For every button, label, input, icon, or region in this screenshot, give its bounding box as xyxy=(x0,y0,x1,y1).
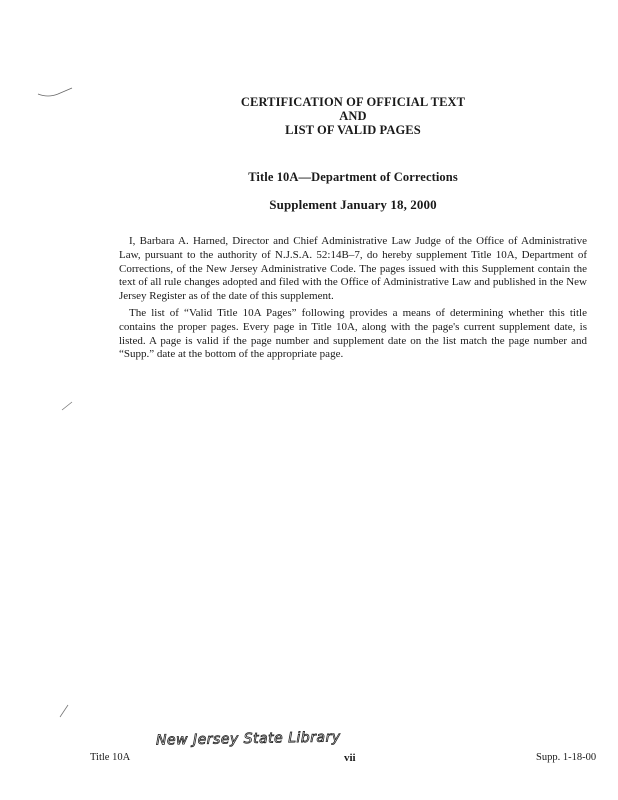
certification-heading: CERTIFICATION OF OFFICIAL TEXT xyxy=(240,95,466,109)
footer-supplement-date: Supp. 1-18-00 xyxy=(536,752,597,763)
certification-paragraph: I, Barbara A. Harned, Director and Chief Administrative Law Judge of the Office of Administrative Law, pursuant to the authority of N.J.S.A. 52:14B–7, do hereby supplement Title 10A, Department of Corrections, of the New Jersey Administrative Code. The pages issued with this Supplement contain the text of all rule changes adopted and filed with the Office of Administrative Law and published in the New Jersey Register as of the date of this supplement. xyxy=(119,235,587,303)
library-stamp: New Jersey State Library xyxy=(155,729,341,749)
title-heading: Title 10A—Department of Corrections xyxy=(248,170,458,184)
scan-mark xyxy=(60,400,76,412)
valid-pages-paragraph: The list of “Valid Title 10A Pages” following provides a means of determining whether this title contains the proper pages. Every page in Title 10A, along with the page's current supplement date, is listed. A page is valid if the page number and supplement date on the list match the page number and “Supp.” date at the bottom of the appropriate page. xyxy=(119,307,587,361)
valid-pages-heading: LIST OF VALID PAGES xyxy=(285,123,421,137)
scan-mark xyxy=(36,86,78,100)
supplement-date-heading: Supplement January 18, 2000 xyxy=(269,197,437,212)
footer-title: Title 10A xyxy=(90,752,131,763)
page-number: vii xyxy=(344,752,356,764)
heading-and: AND xyxy=(339,109,367,123)
scan-mark xyxy=(58,703,72,719)
